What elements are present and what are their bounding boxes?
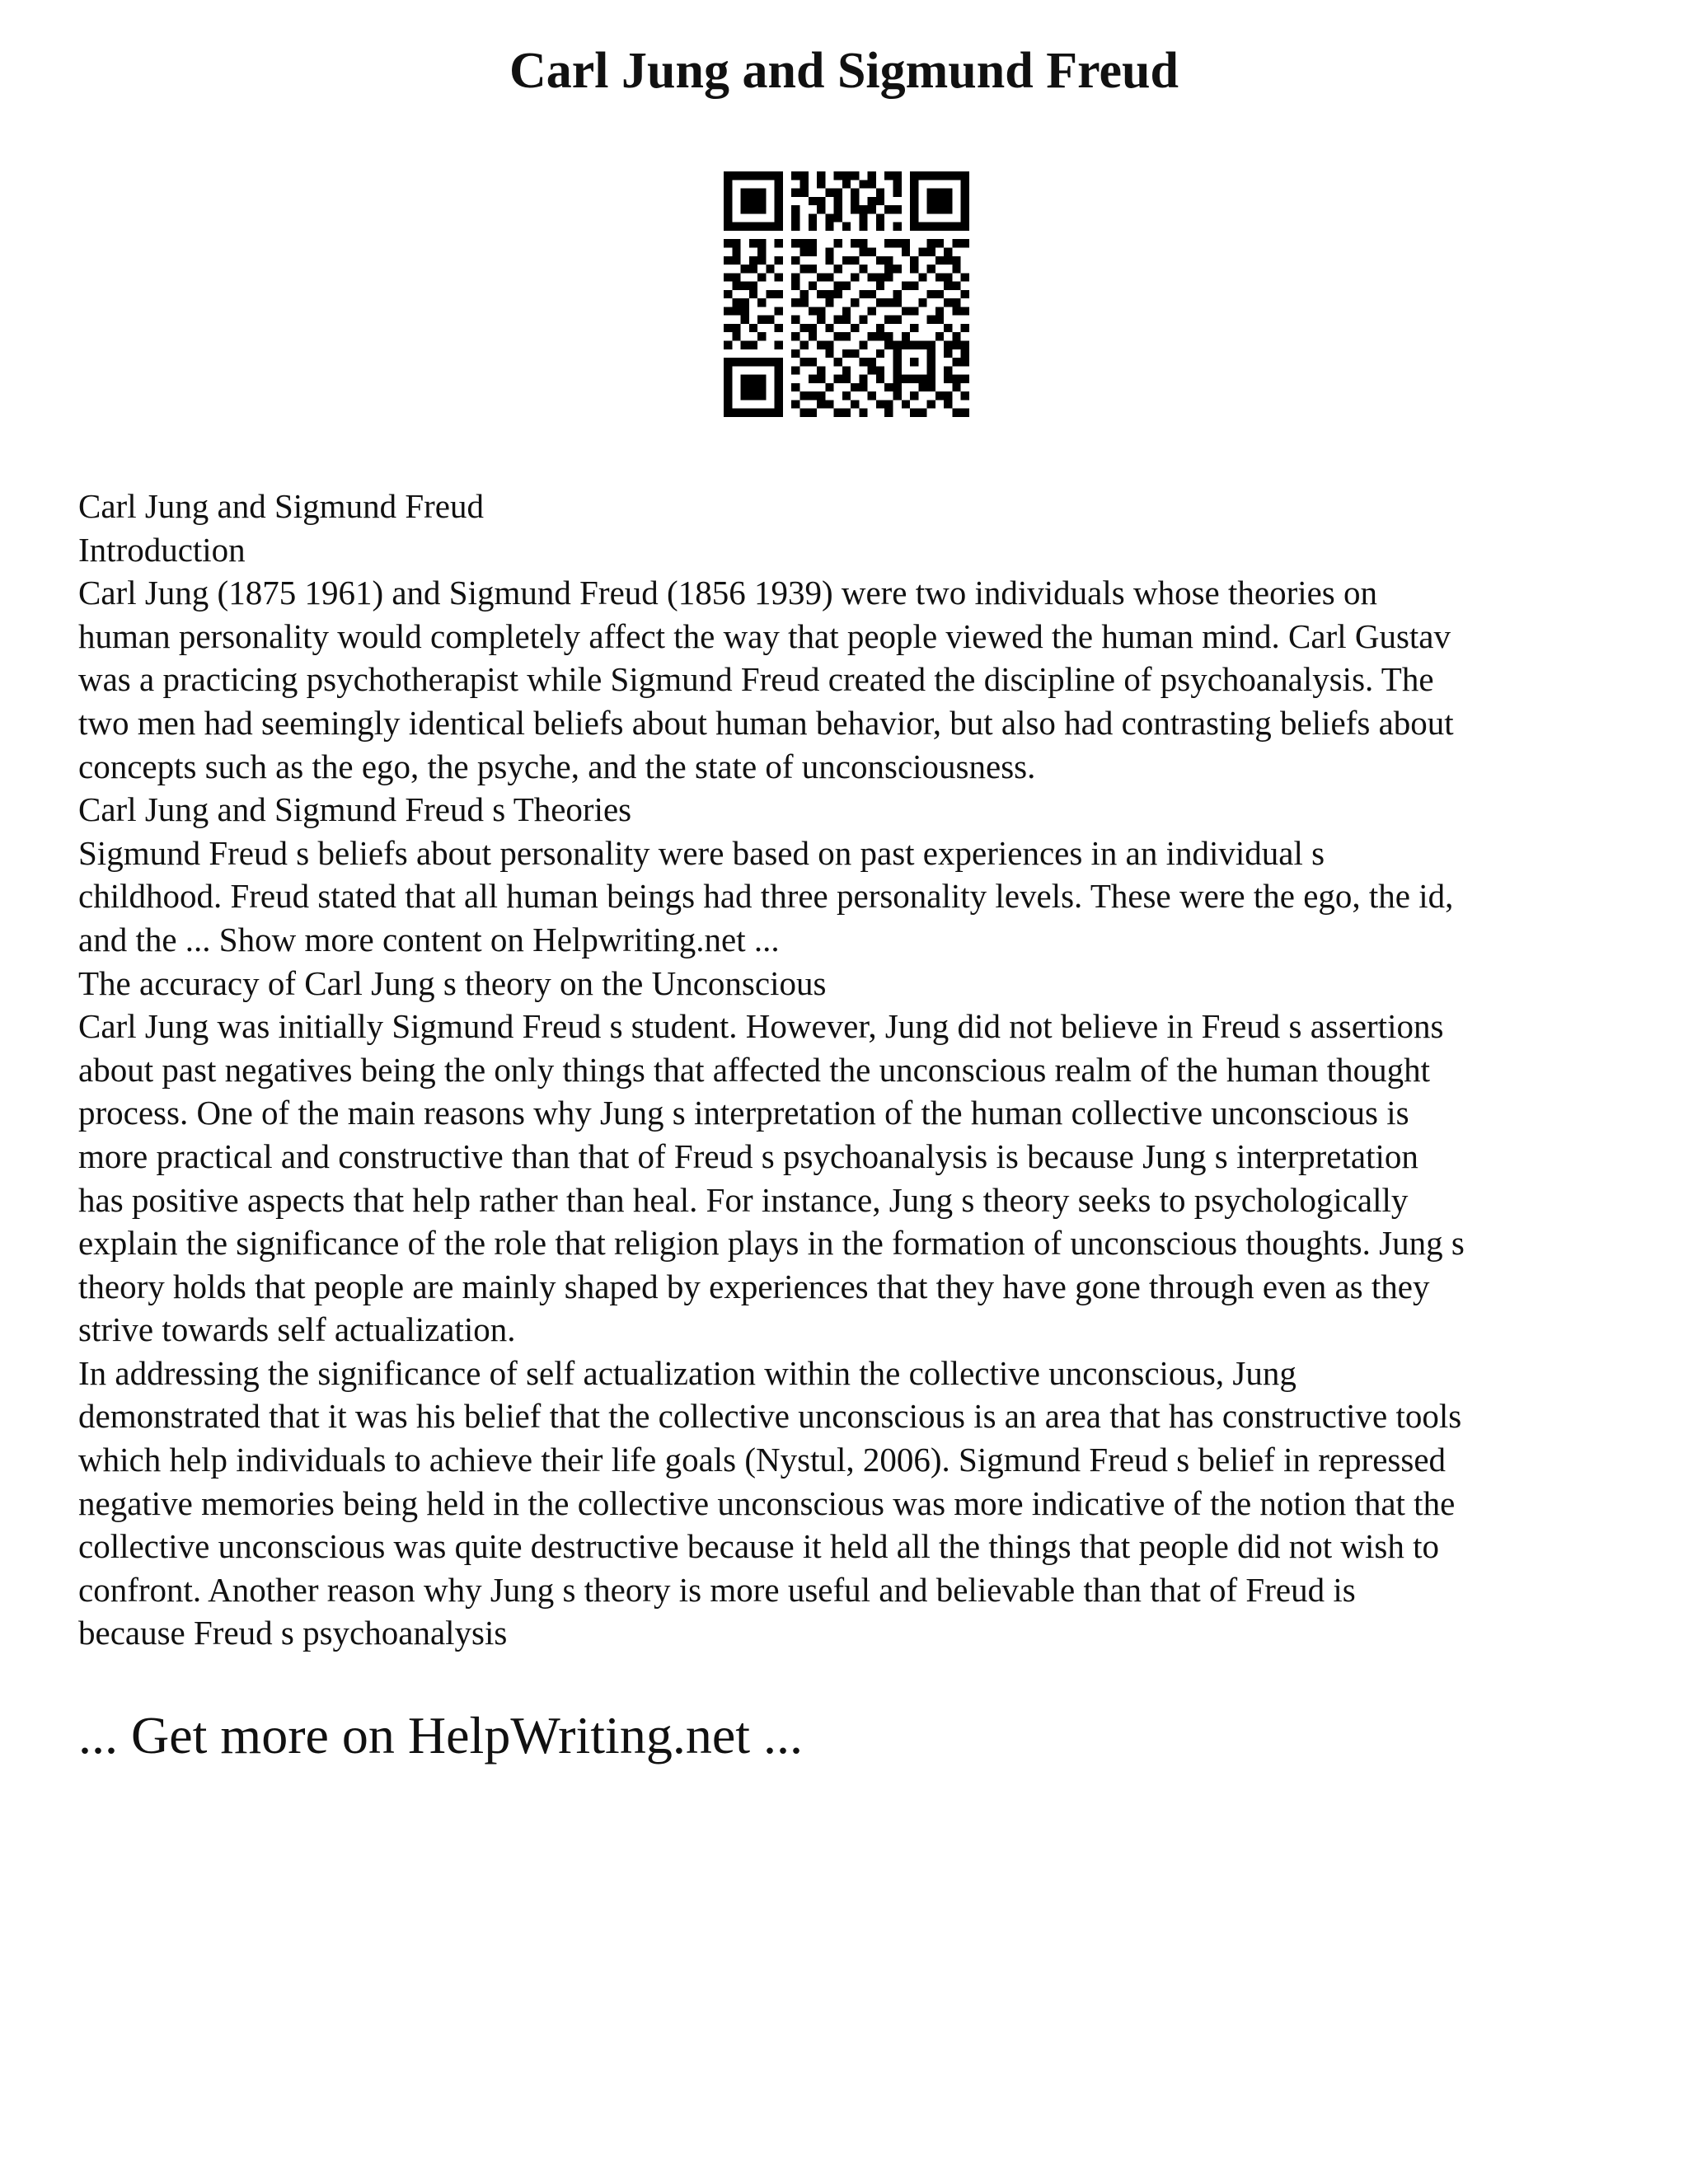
paragraph-line: which help individuals to achieve their life goals (Nystul, 2006). Sigmund Freud s belief in repressed (78, 1441, 1447, 1479)
paragraph-line: concepts such as the ego, the psyche, and the state of unconsciousness. (78, 747, 1036, 785)
paragraph-line: confront. Another reason why Jung s theory is more useful and believable than that of Freud is (78, 1570, 1356, 1609)
paragraph-line: theory holds that people are mainly shaped by experiences that they have gone through even as they (78, 1267, 1430, 1305)
paragraph-line: Carl Jung was initially Sigmund Freud s student. However, Jung did not believe in Freud s assertions (78, 1007, 1444, 1046)
paragraph-line: strive towards self actualization. (78, 1310, 516, 1349)
paragraph-line: has positive aspects that help rather than heal. For instance, Jung s theory seeks to psychologically (78, 1180, 1409, 1219)
page-title: Carl Jung and Sigmund Freud (509, 43, 1179, 99)
paragraph-line: childhood. Freud stated that all human beings had three personality levels. These were the ego, the id, (78, 877, 1454, 916)
section-heading: The accuracy of Carl Jung s theory on the Unconscious (78, 963, 827, 1002)
paragraph-line: demonstrated that it was his belief that the collective unconscious is an area that has constructive tools (78, 1397, 1462, 1436)
section-heading: Carl Jung and Sigmund Freud s Theories (78, 790, 632, 829)
paragraph-line: In addressing the significance of self actualization within the collective unconscious, Jung (78, 1353, 1296, 1392)
get-more-link[interactable]: ... Get more on HelpWriting.net ... (78, 1706, 803, 1765)
paragraph-line: explain the significance of the role that religion plays in the formation of unconscious thoughts. Jung s (78, 1224, 1465, 1263)
paragraph-line: about past negatives being the only things that affected the unconscious realm of the human thought (78, 1050, 1430, 1089)
paragraph-line: human personality would completely affect the way that people viewed the human mind. Carl Gustav (78, 616, 1451, 655)
section-heading: Introduction (78, 530, 246, 569)
paragraph-line: process. One of the main reasons why Jung s interpretation of the human collective unconscious is (78, 1094, 1409, 1132)
qr-code-icon (724, 171, 969, 417)
paragraph-line: because Freud s psychoanalysis (78, 1614, 508, 1652)
paragraph-line: Carl Jung (1875 1961) and Sigmund Freud (1856 1939) were two individuals whose theories on (78, 574, 1378, 612)
paragraph-line: more practical and constructive than that of Freud s psychoanalysis is because Jung s interpretation (78, 1137, 1418, 1175)
paragraph-line: was a practicing psychotherapist while Sigmund Freud created the discipline of psychoanalysis. The (78, 660, 1434, 699)
paragraph-line: negative memories being held in the collective unconscious was more indicative of the notion that the (78, 1483, 1456, 1522)
section-heading: Carl Jung and Sigmund Freud (78, 487, 484, 525)
paragraph-line: two men had seemingly identical beliefs about human behavior, but also had contrasting beliefs about (78, 703, 1454, 742)
article-body (78, 485, 1620, 1655)
paragraph-line: Sigmund Freud s beliefs about personality were based on past experiences in an individual s (78, 833, 1325, 872)
paragraph-line: and the ... Show more content on Helpwriting.net ... (78, 920, 780, 958)
paragraph-line: collective unconscious was quite destructive because it held all the things that people did not wish to (78, 1527, 1439, 1566)
